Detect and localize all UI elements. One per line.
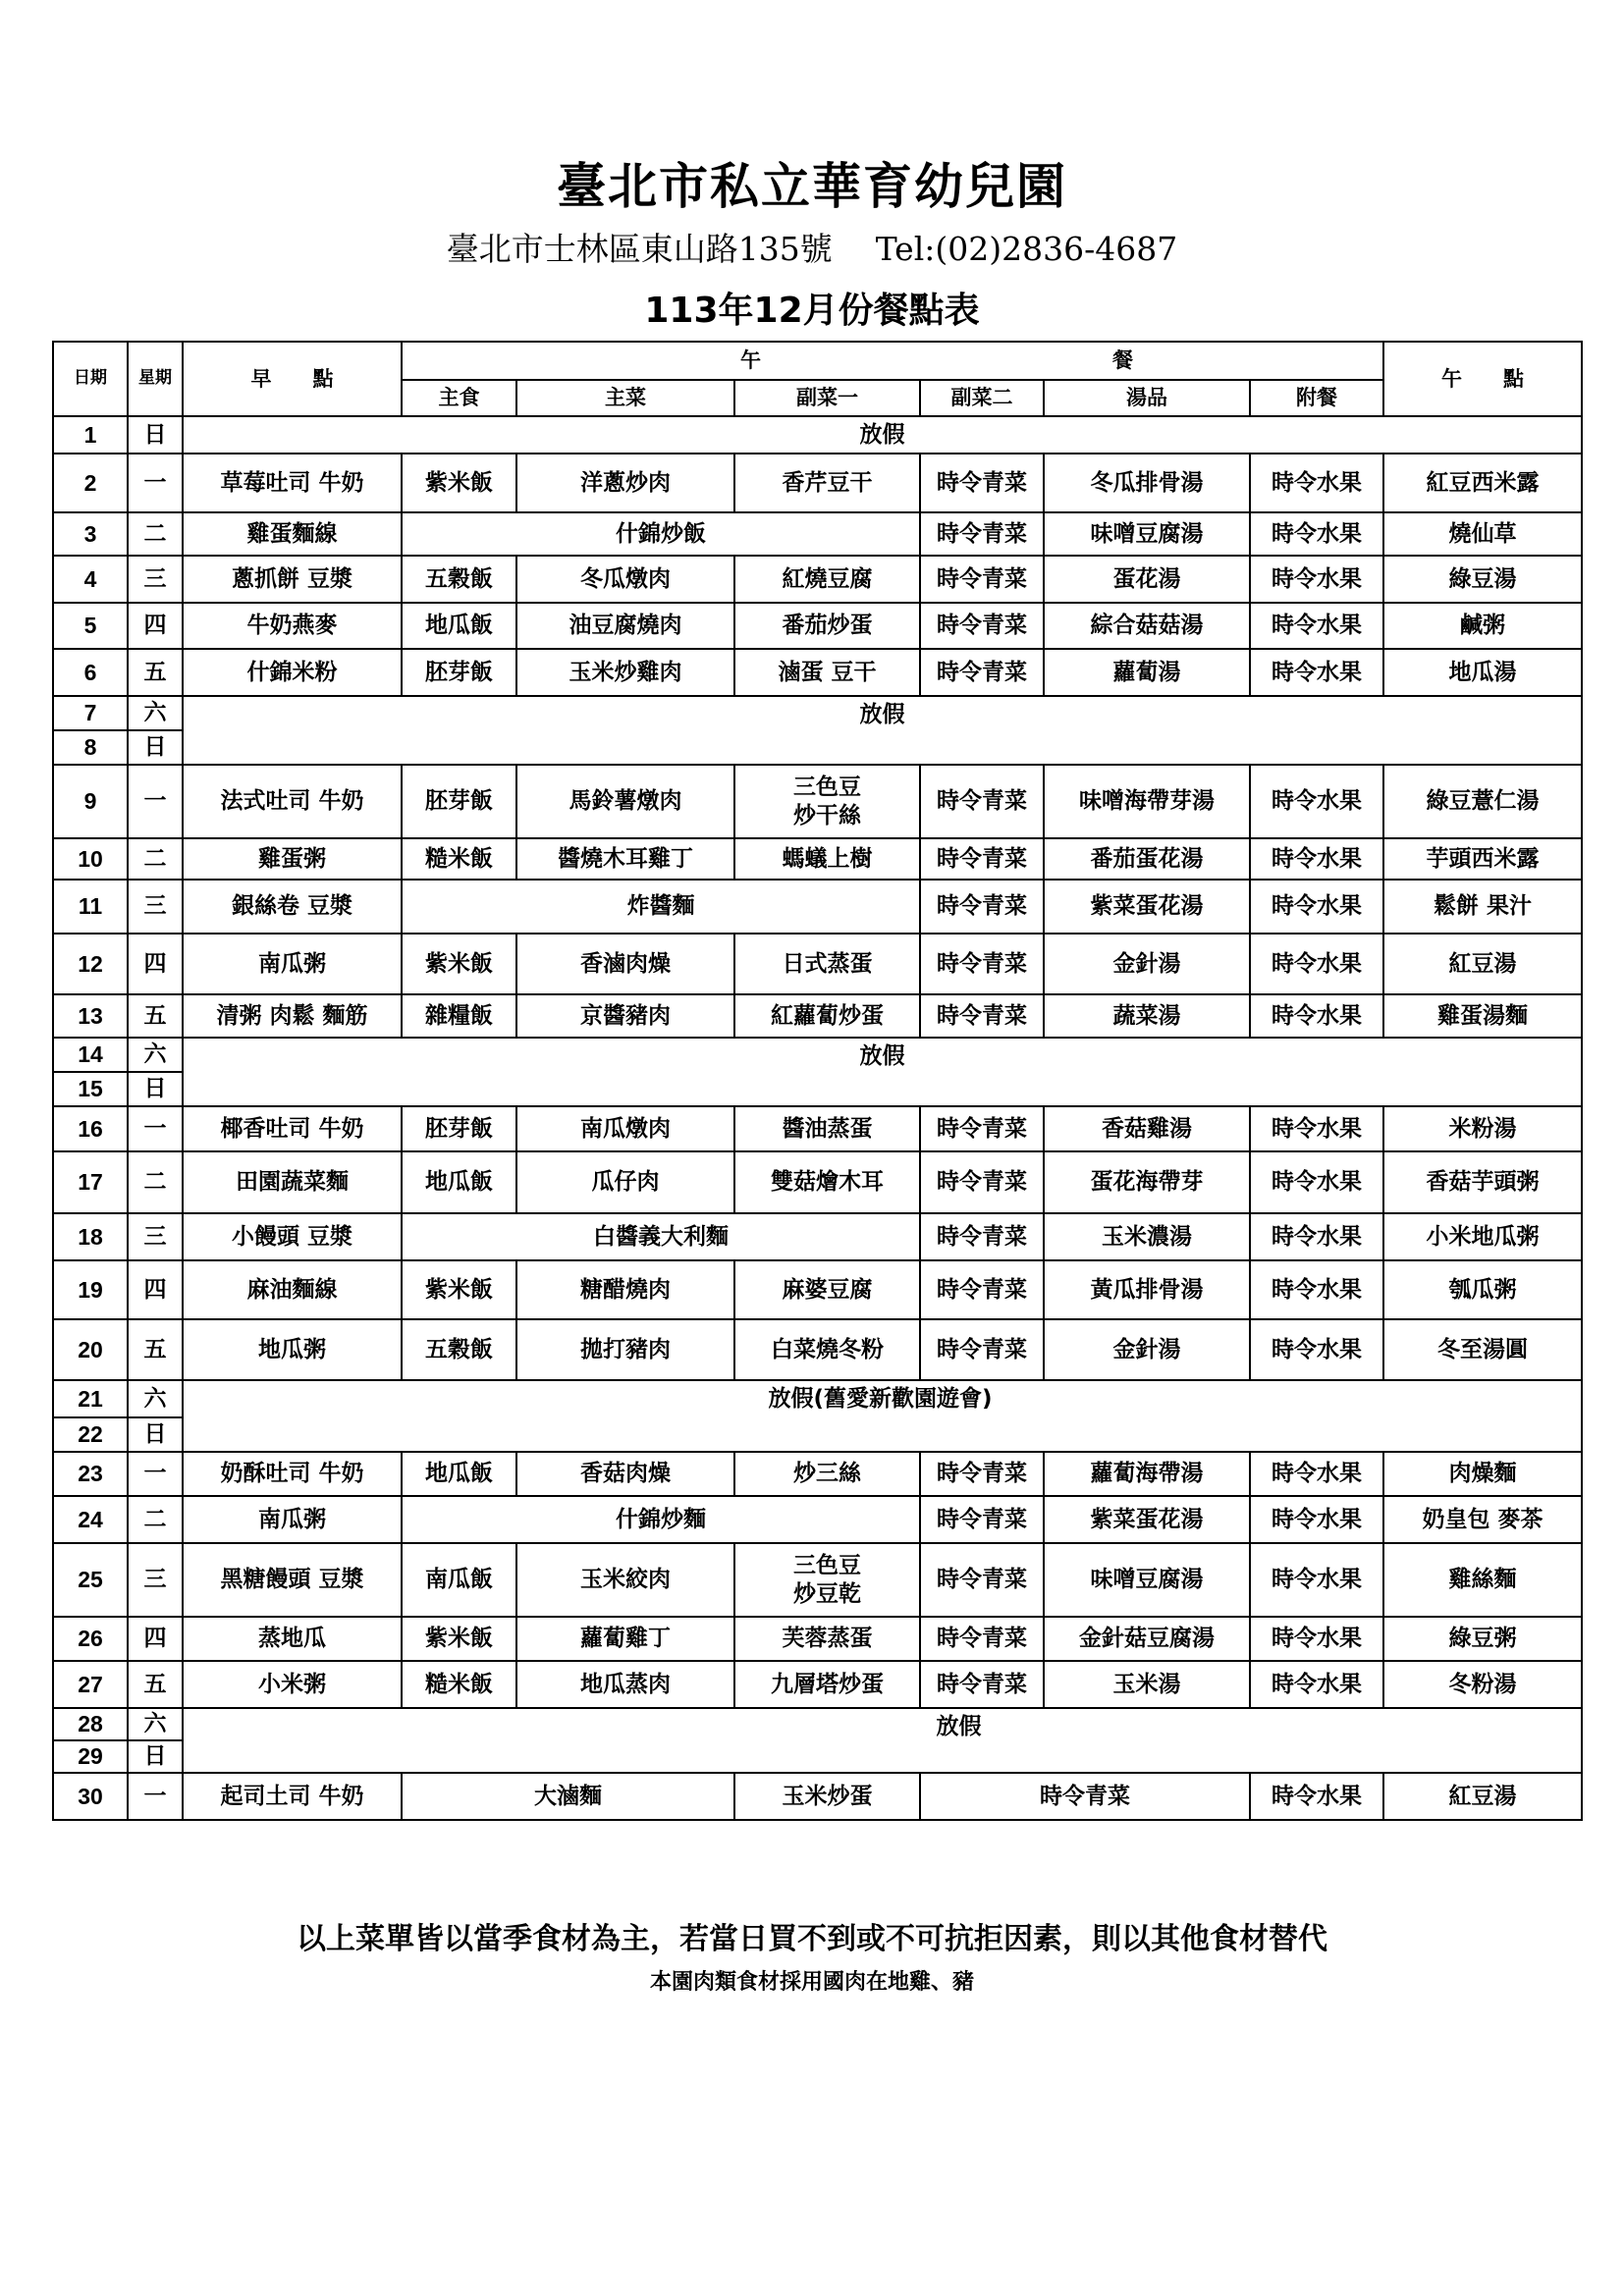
weekday: 一 bbox=[128, 454, 183, 512]
day-number: 21 bbox=[53, 1380, 128, 1417]
main-dish: 京醬豬肉 bbox=[516, 994, 734, 1038]
soup: 紫菜蛋花湯 bbox=[1044, 1496, 1250, 1543]
snack: 鬆餅 果汁 bbox=[1383, 880, 1582, 934]
holiday-note: 放假 bbox=[183, 1708, 1582, 1773]
side-dish-2: 時令青菜 bbox=[920, 1213, 1044, 1260]
side-dish-2: 時令青菜 bbox=[920, 1151, 1044, 1213]
telephone: Tel:(02)2836-4687 bbox=[875, 230, 1178, 268]
soup: 味噌海帶芽湯 bbox=[1044, 765, 1250, 838]
side-dish-1: 香芹豆干 bbox=[734, 454, 920, 512]
main-dish: 馬鈴薯燉肉 bbox=[516, 765, 734, 838]
snack: 雞絲麵 bbox=[1383, 1543, 1582, 1617]
merged-lunch-dish: 什錦炒飯 bbox=[402, 512, 920, 556]
menu-row bbox=[53, 1380, 1582, 1417]
side-dish-2: 時令青菜 bbox=[920, 454, 1044, 512]
breakfast: 蔥抓餅 豆漿 bbox=[183, 556, 402, 603]
day-number: 14 bbox=[53, 1038, 128, 1072]
snack: 燒仙草 bbox=[1383, 512, 1582, 556]
soup: 蘿蔔湯 bbox=[1044, 649, 1250, 696]
main-dish: 瓜仔肉 bbox=[516, 1151, 734, 1213]
breakfast: 草莓吐司 牛奶 bbox=[183, 454, 402, 512]
extra: 時令水果 bbox=[1250, 1213, 1383, 1260]
breakfast: 法式吐司 牛奶 bbox=[183, 765, 402, 838]
day-number: 22 bbox=[53, 1417, 128, 1452]
day-number: 16 bbox=[53, 1106, 128, 1151]
menu-row bbox=[53, 416, 1582, 454]
snack: 肉燥麵 bbox=[1383, 1452, 1582, 1496]
holiday-note: 放假 bbox=[183, 696, 1582, 765]
breakfast: 田園蔬菜麵 bbox=[183, 1151, 402, 1213]
day-number: 8 bbox=[53, 730, 128, 765]
extra: 時令水果 bbox=[1250, 556, 1383, 603]
menu-body bbox=[53, 416, 1582, 1820]
soup: 蘿蔔海帶湯 bbox=[1044, 1452, 1250, 1496]
menu-row bbox=[53, 1543, 1582, 1617]
side-dish-1: 紅燒豆腐 bbox=[734, 556, 920, 603]
side-dish-2: 時令青菜 bbox=[920, 1661, 1044, 1708]
header-breakfast: 早 點 bbox=[183, 342, 402, 416]
menu-row bbox=[53, 1106, 1582, 1151]
main-dish: 醬燒木耳雞丁 bbox=[516, 838, 734, 880]
side-dish-2: 時令青菜 bbox=[920, 1452, 1044, 1496]
weekday: 五 bbox=[128, 649, 183, 696]
weekday: 三 bbox=[128, 1213, 183, 1260]
extra: 時令水果 bbox=[1250, 838, 1383, 880]
snack: 鹹粥 bbox=[1383, 603, 1582, 649]
side-dish-2: 時令青菜 bbox=[920, 603, 1044, 649]
main-dish: 洋蔥炒肉 bbox=[516, 454, 734, 512]
main-dish: 蘿蔔雞丁 bbox=[516, 1617, 734, 1661]
main-dish: 南瓜燉肉 bbox=[516, 1106, 734, 1151]
side-dish-2: 時令青菜 bbox=[920, 649, 1044, 696]
staple: 紫米飯 bbox=[402, 1260, 516, 1319]
menu-row bbox=[53, 1452, 1582, 1496]
extra: 時令水果 bbox=[1250, 934, 1383, 994]
snack: 地瓜湯 bbox=[1383, 649, 1582, 696]
breakfast: 黑糖饅頭 豆漿 bbox=[183, 1543, 402, 1617]
weekday: 一 bbox=[128, 1452, 183, 1496]
main-dish: 拋打豬肉 bbox=[516, 1319, 734, 1380]
weekday: 四 bbox=[128, 1617, 183, 1661]
weekday: 日 bbox=[128, 416, 183, 454]
weekday: 五 bbox=[128, 1661, 183, 1708]
menu-row bbox=[53, 556, 1582, 603]
main-dish: 玉米炒雞肉 bbox=[516, 649, 734, 696]
day-number: 4 bbox=[53, 556, 128, 603]
side-dish-1: 螞蟻上樹 bbox=[734, 838, 920, 880]
soup: 金針菇豆腐湯 bbox=[1044, 1617, 1250, 1661]
side-dish-2: 時令青菜 bbox=[920, 1543, 1044, 1617]
staple: 南瓜飯 bbox=[402, 1543, 516, 1617]
extra: 時令水果 bbox=[1250, 1452, 1383, 1496]
extra: 時令水果 bbox=[1250, 1543, 1383, 1617]
snack: 雞蛋湯麵 bbox=[1383, 994, 1582, 1038]
menu-row bbox=[53, 934, 1582, 994]
soup: 香菇雞湯 bbox=[1044, 1106, 1250, 1151]
substitution-note: 以上菜單皆以當季食材為主，若當日買不到或不可抗拒因素，則以其他食材替代 bbox=[297, 1922, 1327, 1956]
side-dish-2: 時令青菜 bbox=[920, 1496, 1044, 1543]
staple: 糙米飯 bbox=[402, 1661, 516, 1708]
extra: 時令水果 bbox=[1250, 1617, 1383, 1661]
header-extra: 附餐 bbox=[1250, 380, 1383, 416]
weekday: 一 bbox=[128, 765, 183, 838]
menu-row bbox=[53, 880, 1582, 934]
soup: 蔬菜湯 bbox=[1044, 994, 1250, 1038]
side-dish-1: 醬油蒸蛋 bbox=[734, 1106, 920, 1151]
day-number: 2 bbox=[53, 454, 128, 512]
side-dish-2: 時令青菜 bbox=[920, 1106, 1044, 1151]
breakfast: 雞蛋麵線 bbox=[183, 512, 402, 556]
weekday: 六 bbox=[128, 696, 183, 730]
menu-row bbox=[53, 1661, 1582, 1708]
soup: 蛋花海帶芽 bbox=[1044, 1151, 1250, 1213]
snack: 冬至湯圓 bbox=[1383, 1319, 1582, 1380]
extra: 時令水果 bbox=[1250, 454, 1383, 512]
menu-row bbox=[53, 1213, 1582, 1260]
main-dish: 冬瓜燉肉 bbox=[516, 556, 734, 603]
holiday-note: 放假 bbox=[183, 1038, 1582, 1106]
header-lunch-right: 餐 bbox=[1044, 342, 1383, 380]
header-weekday: 星期 bbox=[128, 342, 183, 416]
menu-row bbox=[53, 1617, 1582, 1661]
soup: 玉米湯 bbox=[1044, 1661, 1250, 1708]
day-number: 11 bbox=[53, 880, 128, 934]
holiday-note: 放假(舊愛新歡園遊會) bbox=[183, 1380, 1582, 1452]
merged-lunch-dish: 炸醬麵 bbox=[402, 880, 920, 934]
side-dish-1: 滷蛋 豆干 bbox=[734, 649, 920, 696]
day-number: 15 bbox=[53, 1072, 128, 1106]
staple: 糙米飯 bbox=[402, 838, 516, 880]
snack: 紅豆湯 bbox=[1383, 1773, 1582, 1820]
weekday: 日 bbox=[128, 1072, 183, 1106]
weekday: 五 bbox=[128, 994, 183, 1038]
snack: 紅豆西米露 bbox=[1383, 454, 1582, 512]
breakfast: 奶酥吐司 牛奶 bbox=[183, 1452, 402, 1496]
soup: 冬瓜排骨湯 bbox=[1044, 454, 1250, 512]
soup: 蛋花湯 bbox=[1044, 556, 1250, 603]
day-number: 5 bbox=[53, 603, 128, 649]
day-number: 28 bbox=[53, 1708, 128, 1740]
staple: 五穀飯 bbox=[402, 1319, 516, 1380]
breakfast: 雞蛋粥 bbox=[183, 838, 402, 880]
header-staple: 主食 bbox=[402, 380, 516, 416]
menu-row bbox=[53, 994, 1582, 1038]
main-dish: 糖醋燒肉 bbox=[516, 1260, 734, 1319]
menu-row bbox=[53, 454, 1582, 512]
side-dish-1: 芙蓉蒸蛋 bbox=[734, 1617, 920, 1661]
breakfast: 麻油麵線 bbox=[183, 1260, 402, 1319]
day-number: 13 bbox=[53, 994, 128, 1038]
side-dish-1: 九層塔炒蛋 bbox=[734, 1661, 920, 1708]
menu-title: 113年12月份餐點表 bbox=[644, 291, 980, 331]
day-number: 10 bbox=[53, 838, 128, 880]
side-dish-1: 三色豆 炒干絲 bbox=[734, 765, 920, 838]
day-number: 1 bbox=[53, 416, 128, 454]
header-lunch-left: 午 bbox=[402, 342, 1044, 380]
day-number: 27 bbox=[53, 1661, 128, 1708]
extra: 時令水果 bbox=[1250, 1496, 1383, 1543]
day-number: 25 bbox=[53, 1543, 128, 1617]
merged-lunch-dish: 白醬義大利麵 bbox=[402, 1213, 920, 1260]
side-dish-1: 日式蒸蛋 bbox=[734, 934, 920, 994]
menu-row bbox=[53, 603, 1582, 649]
weekday: 二 bbox=[128, 1496, 183, 1543]
day-number: 9 bbox=[53, 765, 128, 838]
menu-row bbox=[53, 1773, 1582, 1820]
weekday: 日 bbox=[128, 1417, 183, 1452]
breakfast: 地瓜粥 bbox=[183, 1319, 402, 1380]
breakfast: 蒸地瓜 bbox=[183, 1617, 402, 1661]
day-number: 30 bbox=[53, 1773, 128, 1820]
meal-menu-table bbox=[52, 341, 1583, 1821]
day-number: 19 bbox=[53, 1260, 128, 1319]
weekday: 六 bbox=[128, 1380, 183, 1417]
menu-row bbox=[53, 512, 1582, 556]
weekday: 三 bbox=[128, 556, 183, 603]
side-dish-1: 玉米炒蛋 bbox=[734, 1773, 920, 1820]
extra: 時令水果 bbox=[1250, 649, 1383, 696]
day-number: 20 bbox=[53, 1319, 128, 1380]
side-dish-1: 三色豆 炒豆乾 bbox=[734, 1543, 920, 1617]
staple: 地瓜飯 bbox=[402, 1452, 516, 1496]
main-dish: 地瓜蒸肉 bbox=[516, 1661, 734, 1708]
extra: 時令水果 bbox=[1250, 880, 1383, 934]
side-dish-1: 紅蘿蔔炒蛋 bbox=[734, 994, 920, 1038]
soup: 黃瓜排骨湯 bbox=[1044, 1260, 1250, 1319]
side-dish-2: 時令青菜 bbox=[920, 556, 1044, 603]
breakfast: 南瓜粥 bbox=[183, 1496, 402, 1543]
day-number: 29 bbox=[53, 1740, 128, 1773]
weekday: 一 bbox=[128, 1773, 183, 1820]
extra: 時令水果 bbox=[1250, 1773, 1383, 1820]
extra: 時令水果 bbox=[1250, 1151, 1383, 1213]
day-number: 12 bbox=[53, 934, 128, 994]
snack: 芋頭西米露 bbox=[1383, 838, 1582, 880]
weekday: 日 bbox=[128, 1740, 183, 1773]
day-number: 3 bbox=[53, 512, 128, 556]
side-dish-1: 炒三絲 bbox=[734, 1452, 920, 1496]
meat-source-note: 本園肉類食材採用國肉在地雞、豬 bbox=[649, 1970, 974, 1995]
header-side-dish-2: 副菜二 bbox=[920, 380, 1044, 416]
extra: 時令水果 bbox=[1250, 603, 1383, 649]
soup: 玉米濃湯 bbox=[1044, 1213, 1250, 1260]
snack: 瓠瓜粥 bbox=[1383, 1260, 1582, 1319]
side-dish-1: 白菜燒冬粉 bbox=[734, 1319, 920, 1380]
menu-row bbox=[53, 696, 1582, 730]
school-name: 臺北市私立華育幼兒園 bbox=[557, 157, 1067, 215]
weekday: 六 bbox=[128, 1038, 183, 1072]
weekday: 日 bbox=[128, 730, 183, 765]
menu-row bbox=[53, 1260, 1582, 1319]
staple: 雜糧飯 bbox=[402, 994, 516, 1038]
staple: 地瓜飯 bbox=[402, 603, 516, 649]
weekday: 二 bbox=[128, 512, 183, 556]
breakfast: 小饅頭 豆漿 bbox=[183, 1213, 402, 1260]
side-dish-2: 時令青菜 bbox=[920, 1319, 1044, 1380]
weekday: 二 bbox=[128, 1151, 183, 1213]
side-dish-2: 時令青菜 bbox=[920, 994, 1044, 1038]
menu-row bbox=[53, 649, 1582, 696]
extra: 時令水果 bbox=[1250, 1260, 1383, 1319]
main-dish: 油豆腐燒肉 bbox=[516, 603, 734, 649]
school-address-line bbox=[0, 224, 1624, 270]
day-number: 7 bbox=[53, 696, 128, 730]
snack: 香菇芋頭粥 bbox=[1383, 1151, 1582, 1213]
day-number: 26 bbox=[53, 1617, 128, 1661]
snack: 紅豆湯 bbox=[1383, 934, 1582, 994]
weekday: 三 bbox=[128, 1543, 183, 1617]
breakfast: 什錦米粉 bbox=[183, 649, 402, 696]
breakfast: 小米粥 bbox=[183, 1661, 402, 1708]
soup: 味噌豆腐湯 bbox=[1044, 1543, 1250, 1617]
snack: 綠豆粥 bbox=[1383, 1617, 1582, 1661]
side-dish-2: 時令青菜 bbox=[920, 838, 1044, 880]
staple: 紫米飯 bbox=[402, 1617, 516, 1661]
header-date: 日期 bbox=[53, 342, 128, 416]
address: 臺北市士林區東山路135號 bbox=[446, 230, 833, 268]
weekday: 三 bbox=[128, 880, 183, 934]
extra: 時令水果 bbox=[1250, 1319, 1383, 1380]
soup: 綜合菇菇湯 bbox=[1044, 603, 1250, 649]
side-dish-1: 雙菇燴木耳 bbox=[734, 1151, 920, 1213]
staple: 五穀飯 bbox=[402, 556, 516, 603]
day-number: 6 bbox=[53, 649, 128, 696]
breakfast: 椰香吐司 牛奶 bbox=[183, 1106, 402, 1151]
side-dish-2: 時令青菜 bbox=[920, 1773, 1250, 1820]
snack: 綠豆薏仁湯 bbox=[1383, 765, 1582, 838]
menu-row bbox=[53, 1708, 1582, 1740]
header-side-dish-1: 副菜一 bbox=[734, 380, 920, 416]
soup: 番茄蛋花湯 bbox=[1044, 838, 1250, 880]
snack: 奶皇包 麥茶 bbox=[1383, 1496, 1582, 1543]
soup: 味噌豆腐湯 bbox=[1044, 512, 1250, 556]
header-main-dish: 主菜 bbox=[516, 380, 734, 416]
snack: 米粉湯 bbox=[1383, 1106, 1582, 1151]
side-dish-2: 時令青菜 bbox=[920, 1617, 1044, 1661]
side-dish-2: 時令青菜 bbox=[920, 512, 1044, 556]
weekday: 四 bbox=[128, 1260, 183, 1319]
day-number: 24 bbox=[53, 1496, 128, 1543]
weekday: 五 bbox=[128, 1319, 183, 1380]
weekday: 四 bbox=[128, 603, 183, 649]
menu-row bbox=[53, 838, 1582, 880]
header-snack: 午 點 bbox=[1383, 342, 1582, 416]
main-dish: 玉米絞肉 bbox=[516, 1543, 734, 1617]
weekday: 四 bbox=[128, 934, 183, 994]
side-dish-2: 時令青菜 bbox=[920, 880, 1044, 934]
weekday: 一 bbox=[128, 1106, 183, 1151]
staple: 紫米飯 bbox=[402, 934, 516, 994]
staple: 紫米飯 bbox=[402, 454, 516, 512]
weekday: 六 bbox=[128, 1708, 183, 1740]
staple: 胚芽飯 bbox=[402, 1106, 516, 1151]
soup: 紫菜蛋花湯 bbox=[1044, 880, 1250, 934]
menu-row bbox=[53, 1151, 1582, 1213]
snack: 小米地瓜粥 bbox=[1383, 1213, 1582, 1260]
header-soup: 湯品 bbox=[1044, 380, 1250, 416]
extra: 時令水果 bbox=[1250, 1106, 1383, 1151]
snack: 冬粉湯 bbox=[1383, 1661, 1582, 1708]
extra: 時令水果 bbox=[1250, 1661, 1383, 1708]
menu-row bbox=[53, 1038, 1582, 1072]
staple: 地瓜飯 bbox=[402, 1151, 516, 1213]
merged-lunch-dish: 什錦炒麵 bbox=[402, 1496, 920, 1543]
day-number: 18 bbox=[53, 1213, 128, 1260]
main-dish: 香滷肉燥 bbox=[516, 934, 734, 994]
breakfast: 牛奶燕麥 bbox=[183, 603, 402, 649]
extra: 時令水果 bbox=[1250, 765, 1383, 838]
side-dish-1: 番茄炒蛋 bbox=[734, 603, 920, 649]
menu-row bbox=[53, 1496, 1582, 1543]
staple: 胚芽飯 bbox=[402, 649, 516, 696]
breakfast: 起司土司 牛奶 bbox=[183, 1773, 402, 1820]
breakfast: 南瓜粥 bbox=[183, 934, 402, 994]
extra: 時令水果 bbox=[1250, 994, 1383, 1038]
soup: 金針湯 bbox=[1044, 934, 1250, 994]
snack: 綠豆湯 bbox=[1383, 556, 1582, 603]
side-dish-2: 時令青菜 bbox=[920, 765, 1044, 838]
side-dish-2: 時令青菜 bbox=[920, 934, 1044, 994]
breakfast: 銀絲卷 豆漿 bbox=[183, 880, 402, 934]
menu-row bbox=[53, 1319, 1582, 1380]
side-dish-2: 時令青菜 bbox=[920, 1260, 1044, 1319]
breakfast: 清粥 肉鬆 麵筋 bbox=[183, 994, 402, 1038]
soup: 金針湯 bbox=[1044, 1319, 1250, 1380]
menu-row bbox=[53, 765, 1582, 838]
day-number: 23 bbox=[53, 1452, 128, 1496]
merged-lunch-dish: 大滷麵 bbox=[402, 1773, 734, 1820]
day-number: 17 bbox=[53, 1151, 128, 1213]
main-dish: 香菇肉燥 bbox=[516, 1452, 734, 1496]
holiday-note: 放假 bbox=[183, 416, 1582, 454]
extra: 時令水果 bbox=[1250, 512, 1383, 556]
staple: 胚芽飯 bbox=[402, 765, 516, 838]
weekday: 二 bbox=[128, 838, 183, 880]
side-dish-1: 麻婆豆腐 bbox=[734, 1260, 920, 1319]
